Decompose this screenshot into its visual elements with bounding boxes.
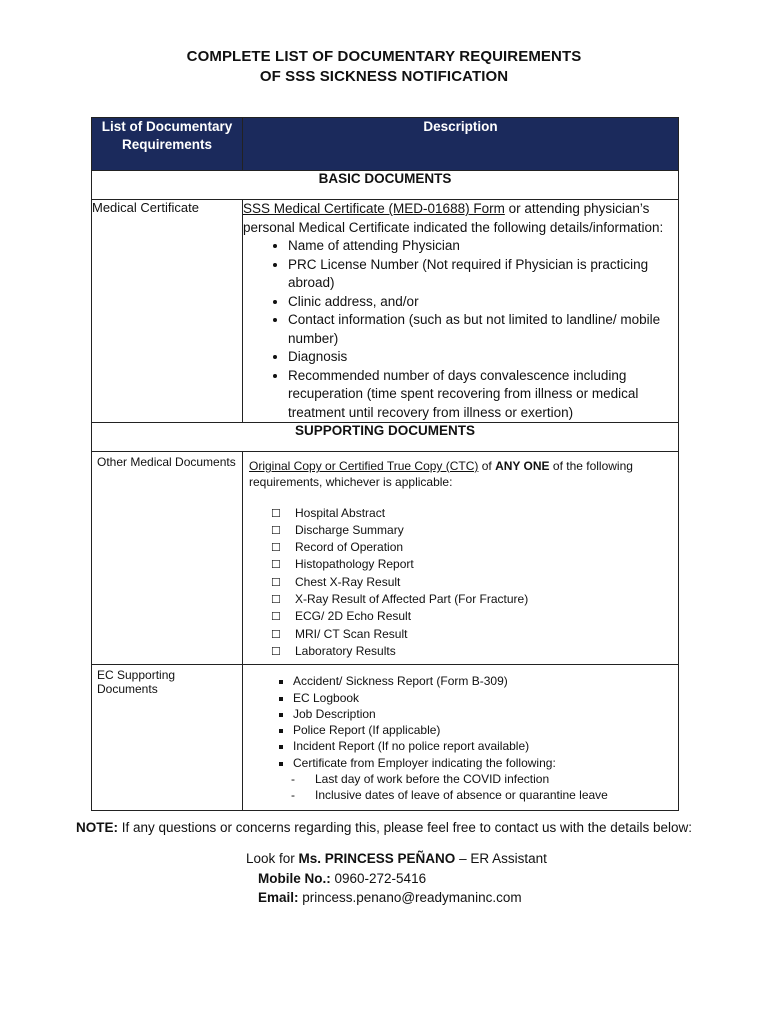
checklist-item: ☐ Histopathology Report [271,556,672,573]
list-item: ▪ Police Report (If applicable) [293,722,672,738]
checklist-item: ☐ MRI/ CT Scan Result [271,626,672,643]
section-row-basic [92,171,679,200]
employer-certificate-details [293,771,672,804]
ctc-reference: Original Copy or Certified True Copy (CTC) [249,459,479,473]
title-line-1: COMPLETE LIST OF DOCUMENTARY REQUIREMENTS [186,48,582,65]
row-desc-other-medical [243,452,679,665]
contact-block [246,849,547,908]
section-supporting-documents: SUPPORTING DOCUMENTS [92,423,679,452]
note-text: If any questions or concerns regarding this, please feel free to contact us with the details below: [117,820,693,835]
list-item: • Name of attending Physician [288,237,678,256]
checklist-item: ☐ X-Ray Result of Affected Part (For Fracture) [271,591,672,608]
list-item: • Clinic address, and/or [288,293,678,312]
row-label-ec-supporting: EC Supporting Documents [92,665,243,811]
ec-documents-list [249,673,672,803]
list-item: • Contact information (such as but not limited to landline/ mobile number) [288,311,678,348]
checklist-item: ☐ Chest X-Ray Result [271,574,672,591]
table-row [92,665,679,811]
intro-rest-text: of the following requirements, whichever is applicable: [249,459,633,490]
requirements-table [91,117,679,811]
checklist-item: ☐ Laboratory Results [271,643,672,660]
list-item [293,755,672,804]
email-label: Email: [258,890,299,905]
list-item: • PRC License Number (Not required if Physician is practicing abroad) [288,256,678,293]
list-item: ▪ Job Description [293,706,672,722]
email-address: princess.penano@readymaninc.com [298,890,522,905]
row-label-other-medical: Other Medical Documents [92,452,243,665]
list-item: ▪ Incident Report (If no police report available) [293,738,672,754]
sub-list-item: - Inclusive dates of leave of absence or quarantine leave [315,787,672,803]
mobile-label: Mobile No.: [258,870,331,886]
section-row-supporting [92,423,679,452]
any-one-emphasis: ANY ONE [495,459,550,473]
header-description: Description [243,118,679,171]
med-form-reference: SSS Medical Certificate (MED-01688) Form [243,201,505,216]
med-intro-text: or attending physician’s personal Medical Certificate indicated the following details/information: [243,201,664,235]
intro-mid-text: of [478,459,496,473]
note-label: NOTE: [75,820,118,835]
list-item: • Recommended number of days convalescence including recuperation (time spent recovering from illness or medical treatment until recovery from illness or exertion) [288,367,678,423]
checklist-item: ☐ Discharge Summary [271,522,672,539]
row-label-medical-certificate: Medical Certificate [92,200,243,423]
row-desc-ec-supporting [243,665,679,811]
employer-certificate-text: Certificate from Employer indicating the following: [293,755,556,770]
list-item: • Diagnosis [288,348,678,367]
note-line [0,820,768,835]
contact-role: – ER Assistant [455,851,547,866]
table-row [92,200,679,423]
table-header-row [92,118,679,171]
look-for-text: Look for [246,851,299,866]
medical-documents-checklist [249,505,672,661]
title-line-2: OF SSS SICKNESS NOTIFICATION [259,68,509,85]
row-desc-medical-certificate [243,200,679,423]
list-item: ▪ Accident/ Sickness Report (Form B-309) [293,673,672,689]
contact-email-line [246,888,547,908]
contact-person-line [246,849,547,869]
contact-mobile-line [246,869,547,889]
document-title [0,47,768,87]
medical-details-list [243,237,678,422]
mobile-number: 0960-272-5416 [330,870,427,886]
table-row [92,452,679,665]
contact-name: Ms. PRINCESS PEÑANO [298,851,456,866]
section-basic-documents: BASIC DOCUMENTS [92,171,679,200]
checklist-item: ☐ ECG/ 2D Echo Result [271,608,672,625]
sub-list-item: - Last day of work before the COVID infection [315,771,672,787]
list-item: ▪ EC Logbook [293,690,672,706]
checklist-item: ☐ Hospital Abstract [271,505,672,522]
header-requirements: List of Documentary Requirements [92,118,243,171]
checklist-item: ☐ Record of Operation [271,539,672,556]
